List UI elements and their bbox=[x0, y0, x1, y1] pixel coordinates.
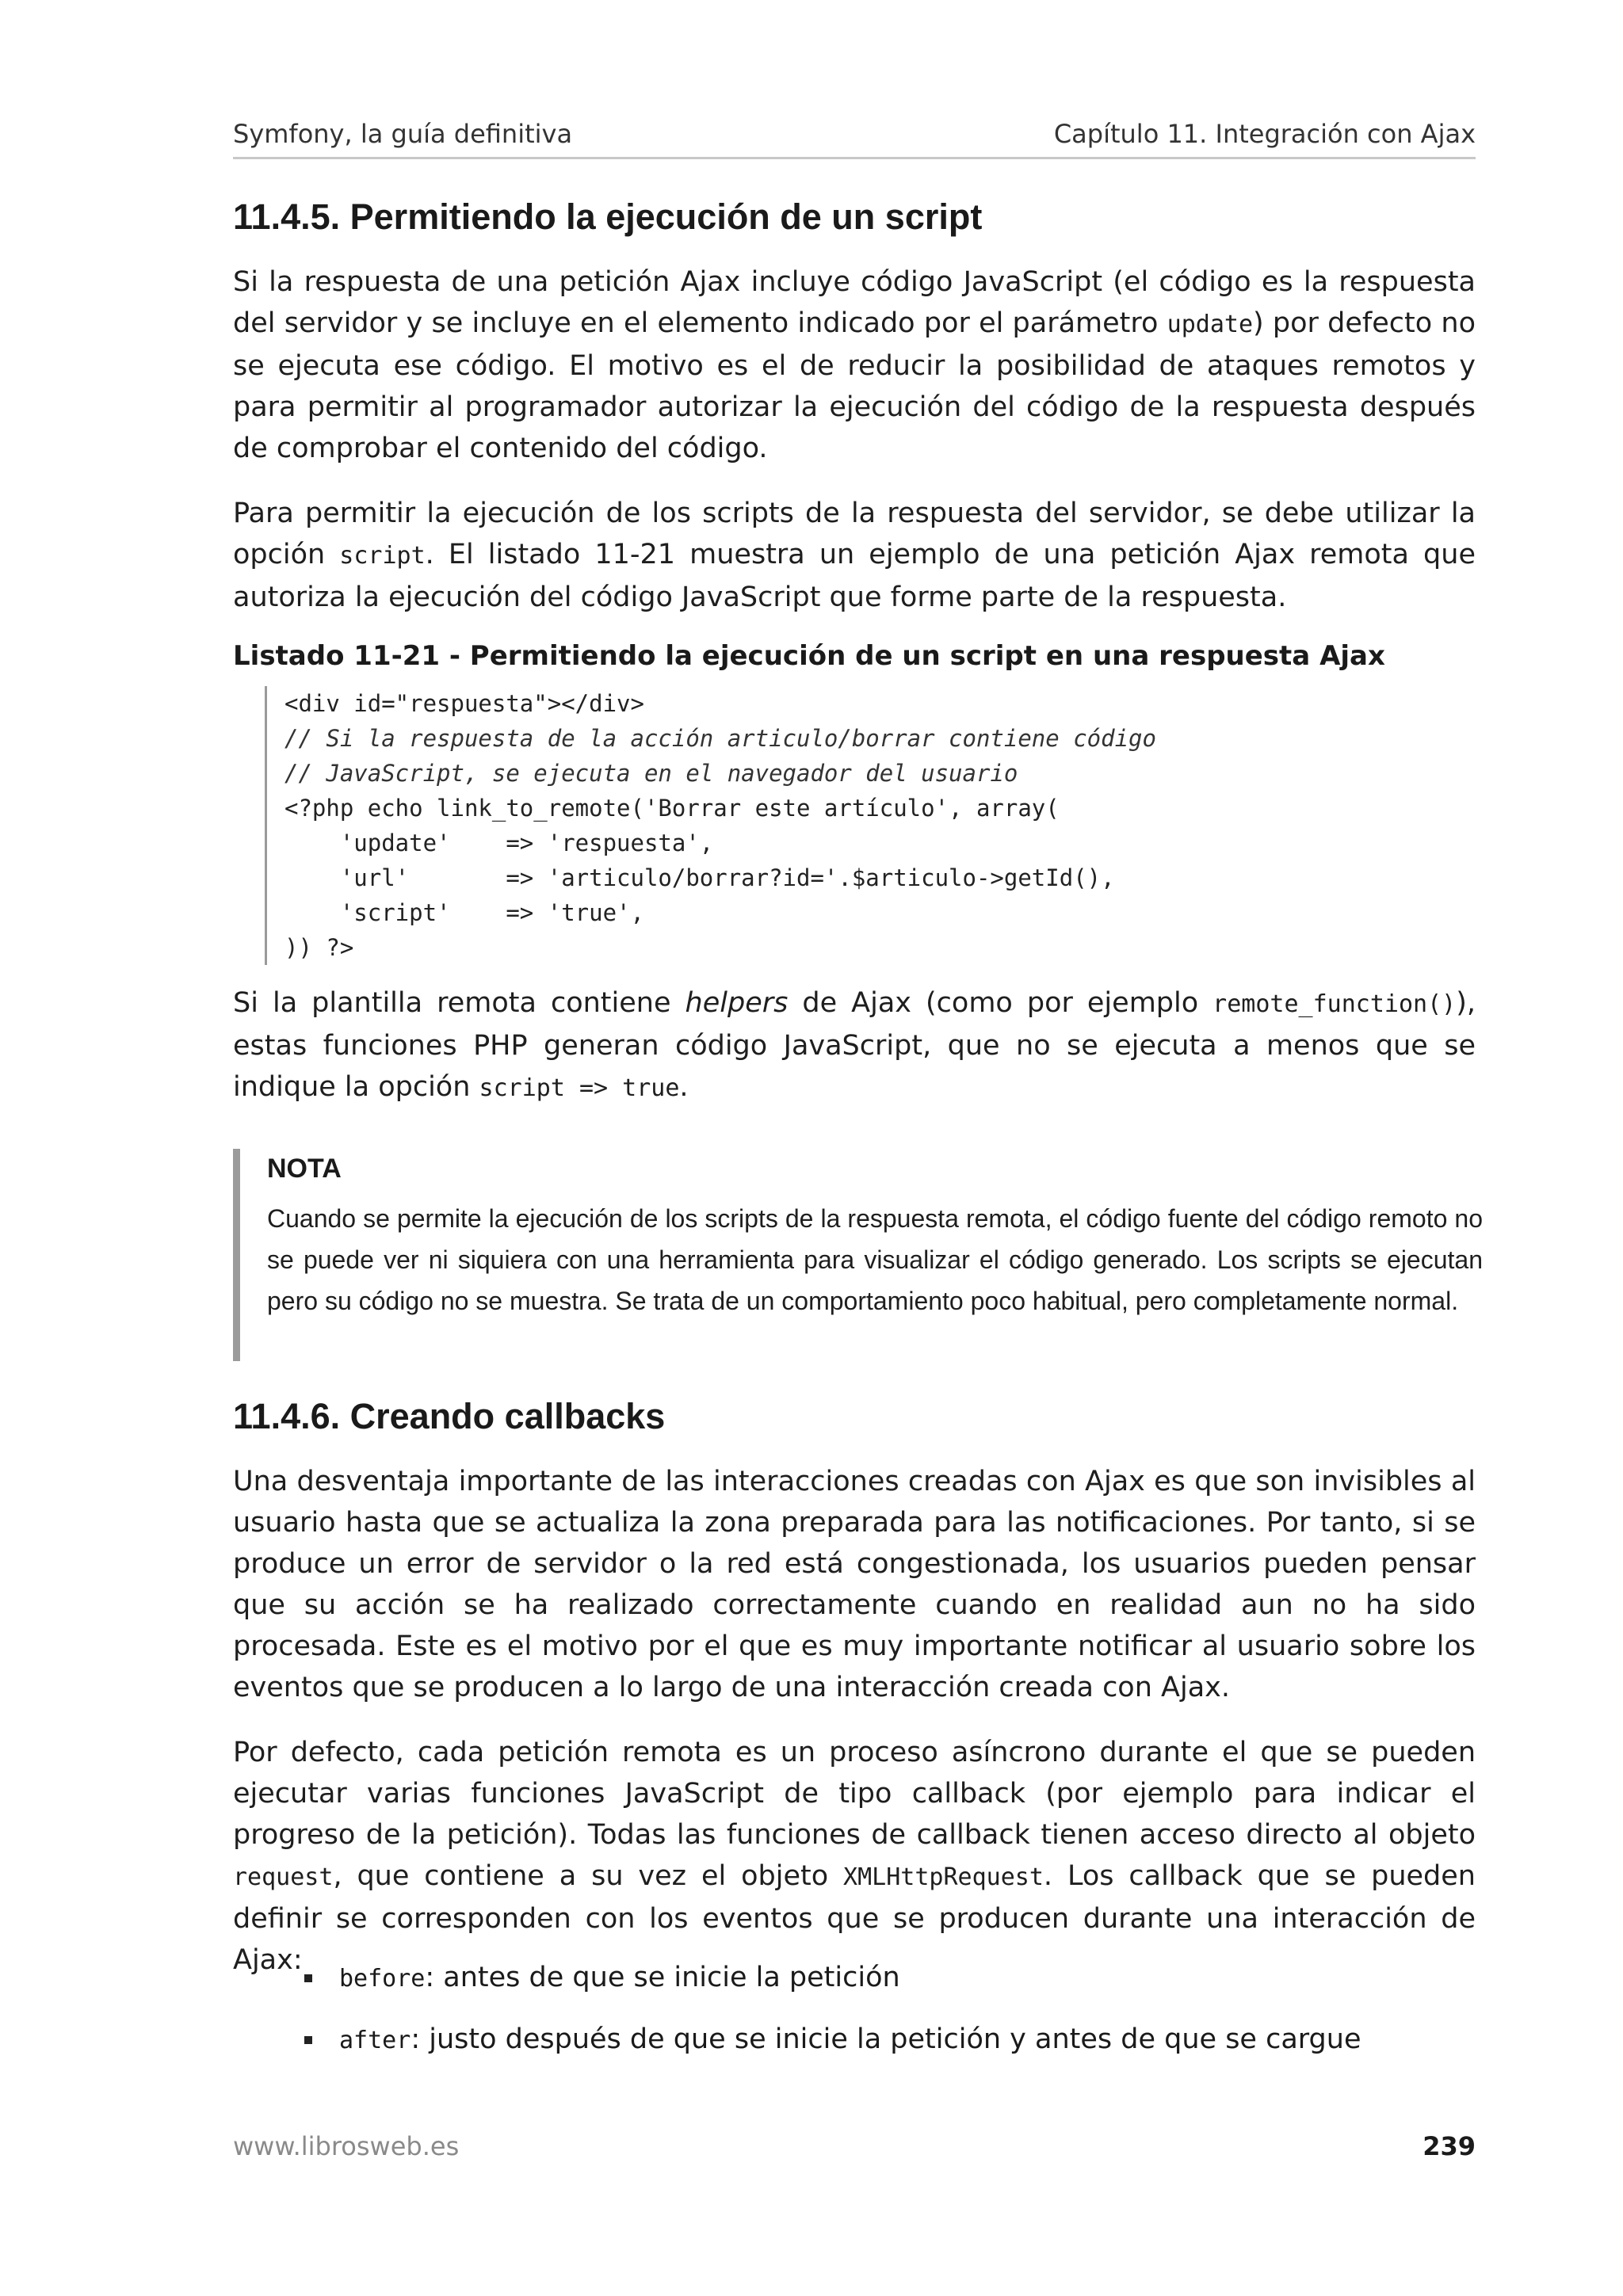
inline-code-script: script bbox=[339, 542, 426, 570]
code-line: )) ?> bbox=[285, 934, 354, 961]
inline-code-before: before bbox=[339, 1965, 426, 1993]
code-line: // JavaScript, se ejecuta en el navegador del usuario bbox=[285, 760, 1018, 787]
list-item: after: justo después de que se inicie la petición y antes de que se cargue bbox=[304, 2019, 1414, 2060]
inline-code-request: request bbox=[233, 1863, 334, 1891]
page-number: 239 bbox=[1423, 2131, 1476, 2161]
inline-code-after: after bbox=[339, 2027, 411, 2054]
paragraph-helpers: Si la plantilla remota contiene helpers de Ajax (como por ejemplo remote_function()), estas funciones PHP generan código JavaScript, que no se ejecuta a menos que se indique la opción script => true. bbox=[233, 987, 1476, 1103]
code-line: <?php echo link_to_remote('Borrar este artículo', array( bbox=[285, 795, 1060, 822]
inline-code-xmlhttprequest: XMLHttpRequest bbox=[843, 1863, 1044, 1891]
bullet-icon bbox=[304, 1974, 312, 1982]
note-text: Cuando se permite la ejecución de los scripts de la respuesta remota, el código fuente del código remoto no se puede ver ni siquiera con una herramienta para visualizar el código generado. Los scripts se ejecutan pero su código no se muestra. Se trata de un comportamiento poco habitual, pero completamente normal. bbox=[267, 1204, 1483, 1315]
code-listing bbox=[265, 686, 1473, 965]
code-line: 'update' => 'respuesta', bbox=[285, 830, 714, 856]
code-line: <div id="respuesta"></div> bbox=[285, 690, 644, 717]
code-line: // Si la respuesta de la acción articulo/borrar contiene código bbox=[285, 725, 1156, 752]
paragraph-callbacks-intro: Una desventaja importante de las interacciones creadas con Ajax es que son invisibles al usuario hasta que se actualiza la zona preparada para las notificaciones. Por tanto, si se produce un error de servidor o la red está congestionada, los usuarios pueden pensar que su acción se ha realizado correctamente cuando en realidad aun no ha sido procesada. Este es el motivo por el que es muy importante notificar al usuario sobre los eventos que se producen a lo largo de una interacción creada con Ajax. bbox=[233, 1466, 1476, 1703]
header-chapter-title: Capítulo 11. Integración con Ajax bbox=[1053, 119, 1476, 149]
code-line: 'script' => 'true', bbox=[285, 899, 644, 926]
header-book-title: Symfony, la guía definitiva bbox=[233, 119, 573, 149]
callback-list bbox=[304, 1957, 1414, 2081]
paragraph-script-option: Para permitir la ejecución de los scripts de la respuesta del servidor, se debe utilizar la opción script. El listado 11-21 muestra un ejemplo de una petición Ajax remota que autoriza la ejecución del código JavaScript que forme parte de la respuesta. bbox=[233, 498, 1476, 613]
inline-code-update: update bbox=[1167, 311, 1254, 338]
note-box bbox=[233, 1149, 1483, 1361]
list-item: before: antes de que se inicie la petición bbox=[304, 1957, 1414, 1998]
inline-code-script-true: script => true bbox=[479, 1074, 680, 1102]
section-title-callbacks: 11.4.6. Creando callbacks bbox=[233, 1396, 666, 1436]
paragraph-callbacks-default: Por defecto, cada petición remota es un proceso asíncrono durante el que se pueden ejecutar varias funciones JavaScript de tipo callback (por ejemplo para indicar el progreso de la petición). Todas las funciones de callback tienen acceso directo al objeto request, que contiene a su vez el objeto XMLHttpRequest. Los callback que se pueden definir se corresponden con los eventos que se producen durante una interacción de Ajax: bbox=[233, 1737, 1476, 1976]
page-footer bbox=[233, 2131, 1476, 2161]
footer-url: www.librosweb.es bbox=[233, 2131, 460, 2161]
listing-title: Listado 11-21 - Permitiendo la ejecución de un script en una respuesta Ajax bbox=[233, 640, 1385, 672]
note-title: NOTA bbox=[267, 1154, 342, 1184]
code-line: 'url' => 'articulo/borrar?id='.$articulo->getId(), bbox=[285, 864, 1115, 891]
inline-code-remote-function: remote_function() bbox=[1212, 990, 1457, 1018]
section-title-script: 11.4.5. Permitiendo la ejecución de un script bbox=[233, 196, 983, 237]
bullet-icon bbox=[304, 2036, 312, 2044]
running-header bbox=[233, 119, 1476, 159]
paragraph-script-intro: Si la respuesta de una petición Ajax incluye código JavaScript (el código es la respuesta del servidor y se incluye en el elemento indicado por el parámetro update) por defecto no se ejecuta ese código. El motivo es el de reducir la posibilidad de ataques remotos y para permitir al programador autorizar la ejecución del código de la respuesta después de comprobar el contenido del código. bbox=[233, 266, 1476, 464]
